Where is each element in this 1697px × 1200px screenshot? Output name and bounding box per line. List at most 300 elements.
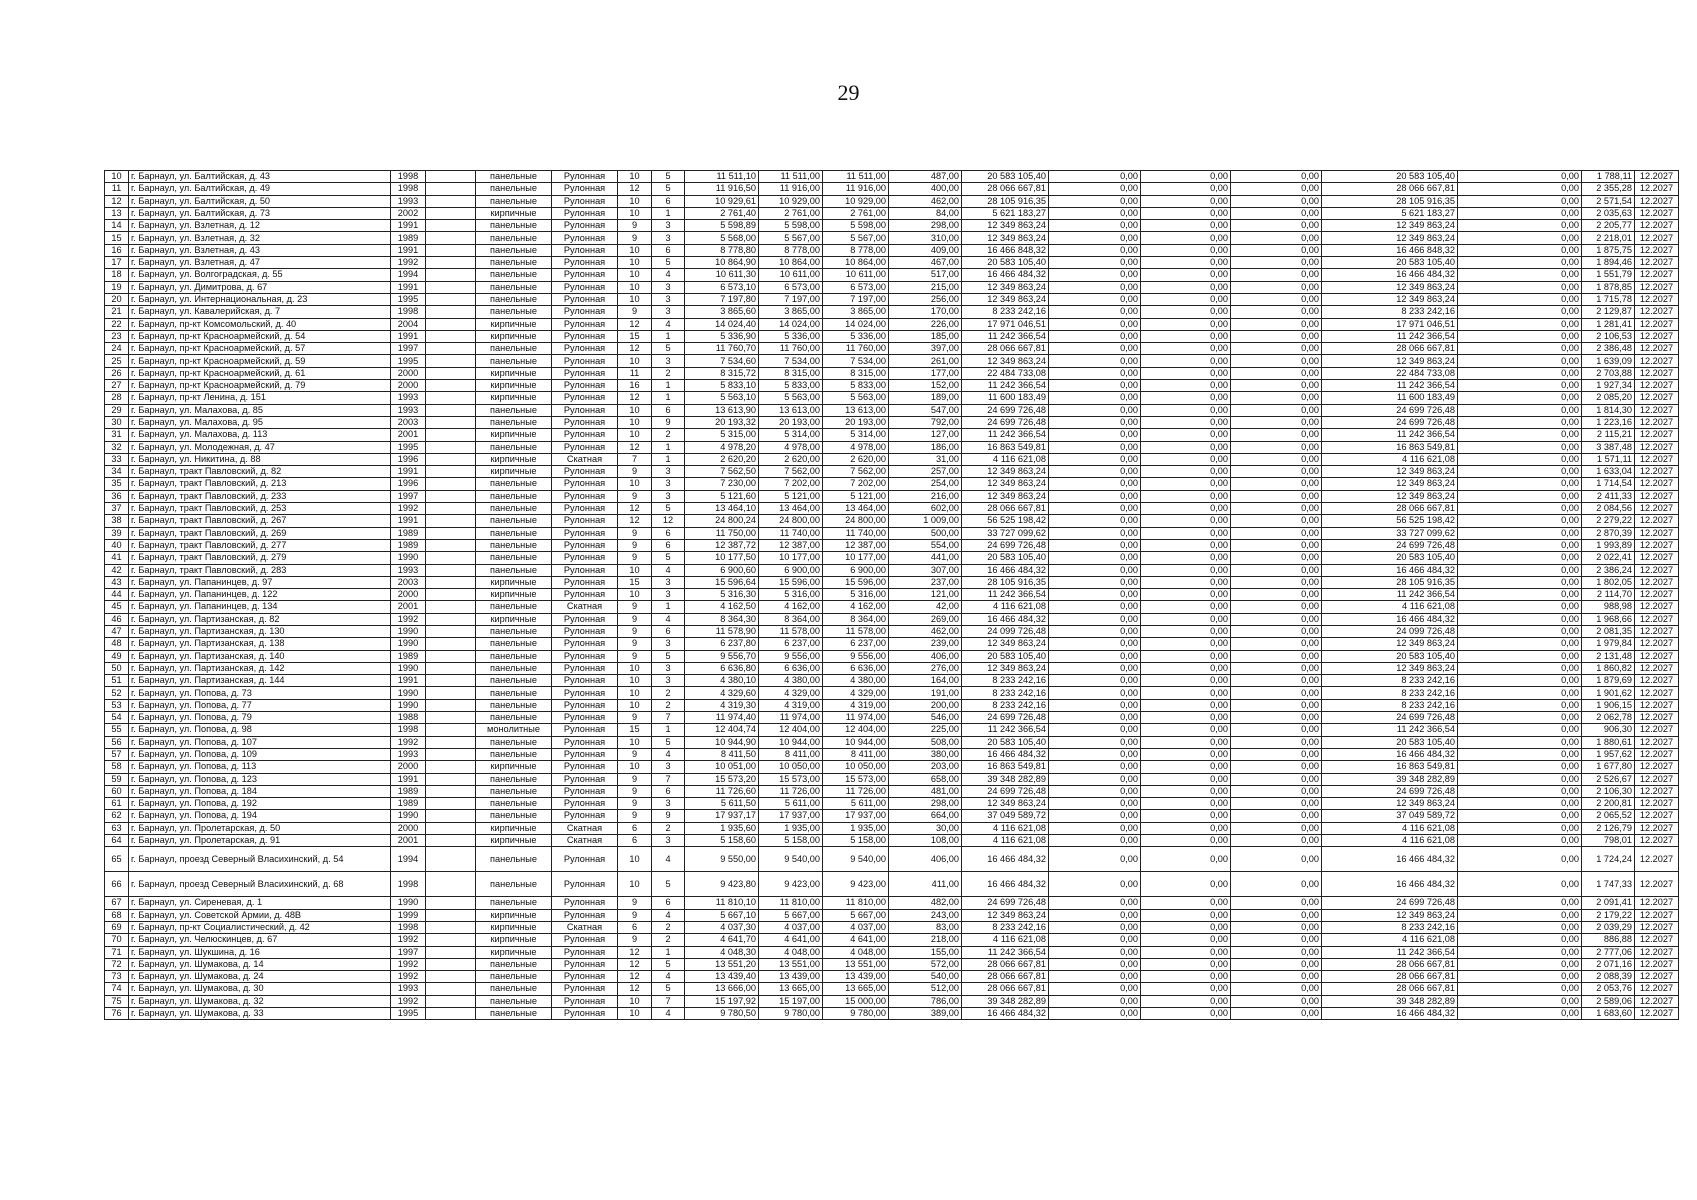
total-area-cell: 5 315,00 [685,429,759,441]
floors-cell: 11 [618,367,652,379]
empty-cell [426,269,476,281]
owner-funds-cell: 12 349 863,24 [1322,293,1458,305]
row-number: 44 [105,589,129,601]
wall-material-cell: панельные [476,798,552,810]
row-number: 33 [105,453,129,465]
owner-funds-cell: 5 621 183,27 [1322,207,1458,219]
residential-area-cell: 11 726,00 [823,785,889,797]
row-number: 50 [105,662,129,674]
other-funds-cell: 0,00 [1458,392,1582,404]
fund-cell: 0,00 [1049,675,1141,687]
fund-cell: 0,00 [1049,416,1141,428]
residential-area-cell: 5 667,00 [823,909,889,921]
unit-cost-cell: 1 633,04 [1582,466,1635,478]
table-row [105,343,1679,355]
fund-cell: 0,00 [1141,995,1231,1007]
owner-funds-cell: 16 466 484,32 [1322,847,1458,872]
deadline-cell: 12.2027 [1635,330,1679,342]
entrances-cell: 1 [652,601,685,613]
deadline-cell: 12.2027 [1635,416,1679,428]
other-funds-cell: 0,00 [1458,761,1582,773]
empty-cell [426,232,476,244]
fund-cell: 0,00 [1049,183,1141,195]
other-funds-cell: 0,00 [1458,343,1582,355]
area-cell: 5 611,00 [759,798,823,810]
fund-cell: 0,00 [1049,564,1141,576]
unit-cost-cell: 2 065,52 [1582,810,1635,822]
address-cell: г. Барнаул, ул. Попова, д. 98 [129,724,391,736]
address-cell: г. Барнаул, ул. Шукшина, д. 16 [129,946,391,958]
total-area-cell: 5 611,50 [685,798,759,810]
total-cost-cell: 24 099 726,48 [962,625,1049,637]
entrances-cell: 3 [652,662,685,674]
residential-area-cell: 14 024,00 [823,318,889,330]
total-area-cell: 5 598,89 [685,220,759,232]
empty-cell [426,810,476,822]
total-area-cell: 5 121,60 [685,490,759,502]
owner-funds-cell: 28 066 667,81 [1322,343,1458,355]
fund-cell: 0,00 [1141,650,1231,662]
total-cost-cell: 28 066 667,81 [962,983,1049,995]
empty-cell [426,429,476,441]
address-cell: г. Барнаул, пр-кт Комсомольский, д. 40 [129,318,391,330]
entrances-cell: 4 [652,748,685,760]
owner-funds-cell: 4 116 621,08 [1322,453,1458,465]
owner-funds-cell: 16 466 484,32 [1322,1008,1458,1020]
other-funds-cell: 0,00 [1458,662,1582,674]
total-cost-cell: 4 116 621,08 [962,822,1049,834]
table-row [105,527,1679,539]
empty-cell [426,257,476,269]
year-cell: 1989 [391,798,426,810]
owner-funds-cell: 17 971 046,51 [1322,318,1458,330]
area-cell: 7 202,00 [759,478,823,490]
wall-material-cell: панельные [476,416,552,428]
total-area-cell: 11 750,00 [685,527,759,539]
total-cost-cell: 22 484 733,08 [962,367,1049,379]
address-cell: г. Барнаул, проезд Северный Власихинский, д. 54 [129,847,391,872]
row-number: 48 [105,638,129,650]
residents-cell: 83,00 [889,921,962,933]
floors-cell: 9 [618,897,652,909]
total-cost-cell: 20 583 105,40 [962,552,1049,564]
fund-cell: 0,00 [1141,983,1231,995]
fund-cell: 0,00 [1049,515,1141,527]
fund-cell: 0,00 [1049,392,1141,404]
fund-cell: 0,00 [1231,958,1322,970]
roof-type-cell: Рулонная [552,724,618,736]
fund-cell: 0,00 [1231,306,1322,318]
other-funds-cell: 0,00 [1458,675,1582,687]
entrances-cell: 2 [652,429,685,441]
residents-cell: 108,00 [889,835,962,847]
total-cost-cell: 17 971 046,51 [962,318,1049,330]
floors-cell: 9 [618,232,652,244]
deadline-cell: 12.2027 [1635,995,1679,1007]
residents-cell: 482,00 [889,897,962,909]
fund-cell: 0,00 [1231,416,1322,428]
wall-material-cell: кирпичные [476,207,552,219]
year-cell: 1998 [391,306,426,318]
fund-cell: 0,00 [1231,589,1322,601]
table-row [105,318,1679,330]
other-funds-cell: 0,00 [1458,785,1582,797]
total-cost-cell: 12 349 863,24 [962,662,1049,674]
floors-cell: 12 [618,515,652,527]
empty-cell [426,171,476,183]
row-number: 36 [105,490,129,502]
roof-type-cell: Рулонная [552,429,618,441]
roof-type-cell: Рулонная [552,625,618,637]
fund-cell: 0,00 [1231,638,1322,650]
roof-type-cell: Скатная [552,921,618,933]
total-cost-cell: 4 116 621,08 [962,934,1049,946]
fund-cell: 0,00 [1231,527,1322,539]
address-cell: г. Барнаул, ул. Кавалерийская, д. 7 [129,306,391,318]
total-cost-cell: 39 348 282,89 [962,995,1049,1007]
other-funds-cell: 0,00 [1458,318,1582,330]
wall-material-cell: панельные [476,872,552,897]
empty-cell [426,503,476,515]
entrances-cell: 5 [652,183,685,195]
other-funds-cell: 0,00 [1458,257,1582,269]
area-cell: 9 423,00 [759,872,823,897]
residential-area-cell: 4 641,00 [823,934,889,946]
roof-type-cell: Рулонная [552,330,618,342]
address-cell: г. Барнаул, пр-кт Социалистический, д. 42 [129,921,391,933]
unit-cost-cell: 2 279,22 [1582,515,1635,527]
fund-cell: 0,00 [1231,318,1322,330]
fund-cell: 0,00 [1231,183,1322,195]
floors-cell: 10 [618,478,652,490]
fund-cell: 0,00 [1141,539,1231,551]
entrances-cell: 5 [652,503,685,515]
address-cell: г. Барнаул, тракт Павловский, д. 213 [129,478,391,490]
fund-cell: 0,00 [1231,847,1322,872]
fund-cell: 0,00 [1231,712,1322,724]
owner-funds-cell: 24 699 726,48 [1322,539,1458,551]
unit-cost-cell: 2 129,87 [1582,306,1635,318]
residents-cell: 517,00 [889,269,962,281]
area-cell: 11 974,00 [759,712,823,724]
roof-type-cell: Рулонная [552,958,618,970]
table-row [105,171,1679,183]
entrances-cell: 3 [652,798,685,810]
row-number: 62 [105,810,129,822]
entrances-cell: 1 [652,724,685,736]
fund-cell: 0,00 [1049,921,1141,933]
floors-cell: 10 [618,257,652,269]
fund-cell: 0,00 [1231,330,1322,342]
table-row [105,466,1679,478]
fund-cell: 0,00 [1231,171,1322,183]
row-number: 16 [105,244,129,256]
fund-cell: 0,00 [1231,503,1322,515]
wall-material-cell: панельные [476,503,552,515]
address-cell: г. Барнаул, ул. Шумакова, д. 24 [129,971,391,983]
floors-cell: 12 [618,503,652,515]
table-row [105,589,1679,601]
residential-area-cell: 8 778,00 [823,244,889,256]
area-cell: 7 534,00 [759,355,823,367]
unit-cost-cell: 2 106,53 [1582,330,1635,342]
unit-cost-cell: 2 386,48 [1582,343,1635,355]
entrances-cell: 5 [652,171,685,183]
residents-cell: 261,00 [889,355,962,367]
empty-cell [426,934,476,946]
year-cell: 2003 [391,416,426,428]
residential-area-cell: 11 578,00 [823,625,889,637]
wall-material-cell: панельные [476,983,552,995]
total-area-cell: 10 051,00 [685,761,759,773]
address-cell: г. Барнаул, ул. Попова, д. 123 [129,773,391,785]
entrances-cell: 6 [652,195,685,207]
area-cell: 6 900,00 [759,564,823,576]
empty-cell [426,527,476,539]
fund-cell: 0,00 [1049,909,1141,921]
other-funds-cell: 0,00 [1458,897,1582,909]
roof-type-cell: Рулонная [552,773,618,785]
deadline-cell: 12.2027 [1635,478,1679,490]
fund-cell: 0,00 [1231,380,1322,392]
address-cell: г. Барнаул, проезд Северный Власихинский, д. 68 [129,872,391,897]
deadline-cell: 12.2027 [1635,785,1679,797]
area-cell: 10 177,00 [759,552,823,564]
floors-cell: 6 [618,835,652,847]
unit-cost-cell: 2 131,48 [1582,650,1635,662]
fund-cell: 0,00 [1049,453,1141,465]
other-funds-cell: 0,00 [1458,798,1582,810]
deadline-cell: 12.2027 [1635,490,1679,502]
unit-cost-cell: 1 683,60 [1582,1008,1635,1020]
table-row [105,539,1679,551]
total-cost-cell: 16 466 484,32 [962,748,1049,760]
floors-cell: 9 [618,638,652,650]
table-row [105,207,1679,219]
other-funds-cell: 0,00 [1458,404,1582,416]
empty-cell [426,539,476,551]
roof-type-cell: Рулонная [552,872,618,897]
row-number: 26 [105,367,129,379]
area-cell: 5 314,00 [759,429,823,441]
entrances-cell: 1 [652,946,685,958]
row-number: 12 [105,195,129,207]
address-cell: г. Барнаул, ул. Интернациональная, д. 23 [129,293,391,305]
fund-cell: 0,00 [1141,503,1231,515]
floors-cell: 10 [618,429,652,441]
fund-cell: 0,00 [1049,281,1141,293]
residents-cell: 276,00 [889,662,962,674]
total-area-cell: 5 667,10 [685,909,759,921]
fund-cell: 0,00 [1231,269,1322,281]
fund-cell: 0,00 [1231,650,1322,662]
roof-type-cell: Рулонная [552,244,618,256]
wall-material-cell: панельные [476,441,552,453]
total-cost-cell: 8 233 242,16 [962,921,1049,933]
fund-cell: 0,00 [1049,355,1141,367]
deadline-cell: 12.2027 [1635,847,1679,872]
floors-cell: 15 [618,724,652,736]
unit-cost-cell: 1 724,24 [1582,847,1635,872]
row-number: 63 [105,822,129,834]
other-funds-cell: 0,00 [1458,748,1582,760]
year-cell: 1994 [391,269,426,281]
total-cost-cell: 24 699 726,48 [962,897,1049,909]
residential-area-cell: 8 315,00 [823,367,889,379]
total-area-cell: 4 037,30 [685,921,759,933]
residents-cell: 406,00 [889,847,962,872]
fund-cell: 0,00 [1049,958,1141,970]
area-cell: 17 937,00 [759,810,823,822]
row-number: 66 [105,872,129,897]
row-number: 69 [105,921,129,933]
other-funds-cell: 0,00 [1458,429,1582,441]
deadline-cell: 12.2027 [1635,601,1679,613]
entrances-cell: 9 [652,416,685,428]
residential-area-cell: 9 556,00 [823,650,889,662]
residents-cell: 30,00 [889,822,962,834]
empty-cell [426,613,476,625]
total-cost-cell: 28 066 667,81 [962,958,1049,970]
wall-material-cell: панельные [476,343,552,355]
wall-material-cell: кирпичные [476,909,552,921]
fund-cell: 0,00 [1141,576,1231,588]
wall-material-cell: панельные [476,490,552,502]
wall-material-cell: панельные [476,355,552,367]
unit-cost-cell: 1 993,89 [1582,539,1635,551]
wall-material-cell: панельные [476,527,552,539]
wall-material-cell: панельные [476,195,552,207]
address-cell: г. Барнаул, ул. Взлетная, д. 47 [129,257,391,269]
wall-material-cell: кирпичные [476,429,552,441]
deadline-cell: 12.2027 [1635,306,1679,318]
fund-cell: 0,00 [1141,934,1231,946]
empty-cell [426,662,476,674]
other-funds-cell: 0,00 [1458,822,1582,834]
wall-material-cell: кирпичные [476,589,552,601]
fund-cell: 0,00 [1141,380,1231,392]
address-cell: г. Барнаул, ул. Попова, д. 77 [129,699,391,711]
owner-funds-cell: 39 348 282,89 [1322,773,1458,785]
empty-cell [426,785,476,797]
fund-cell: 0,00 [1049,232,1141,244]
row-number: 34 [105,466,129,478]
other-funds-cell: 0,00 [1458,835,1582,847]
empty-cell [426,589,476,601]
area-cell: 5 567,00 [759,232,823,244]
residential-area-cell: 15 596,00 [823,576,889,588]
area-cell: 14 024,00 [759,318,823,330]
owner-funds-cell: 12 349 863,24 [1322,662,1458,674]
total-area-cell: 8 411,50 [685,748,759,760]
row-number: 46 [105,613,129,625]
empty-cell [426,183,476,195]
table-row [105,687,1679,699]
floors-cell: 9 [618,601,652,613]
year-cell: 1992 [391,613,426,625]
wall-material-cell: панельные [476,306,552,318]
year-cell: 1998 [391,921,426,933]
fund-cell: 0,00 [1049,897,1141,909]
total-area-cell: 10 864,90 [685,257,759,269]
area-cell: 4 162,00 [759,601,823,613]
wall-material-cell: панельные [476,662,552,674]
table-row [105,638,1679,650]
fund-cell: 0,00 [1231,207,1322,219]
roof-type-cell: Рулонная [552,785,618,797]
address-cell: г. Барнаул, ул. Сиреневая, д. 1 [129,897,391,909]
fund-cell: 0,00 [1231,810,1322,822]
total-cost-cell: 39 348 282,89 [962,773,1049,785]
deadline-cell: 12.2027 [1635,564,1679,576]
fund-cell: 0,00 [1231,971,1322,983]
empty-cell [426,699,476,711]
wall-material-cell: панельные [476,687,552,699]
total-cost-cell: 12 349 863,24 [962,638,1049,650]
unit-cost-cell: 2 039,29 [1582,921,1635,933]
roof-type-cell: Рулонная [552,897,618,909]
table-row [105,810,1679,822]
fund-cell: 0,00 [1231,934,1322,946]
residential-area-cell: 8 364,00 [823,613,889,625]
row-number: 10 [105,171,129,183]
total-cost-cell: 16 466 484,32 [962,269,1049,281]
fund-cell: 0,00 [1141,872,1231,897]
roof-type-cell: Рулонная [552,638,618,650]
address-cell: г. Барнаул, ул. Попова, д. 73 [129,687,391,699]
row-number: 55 [105,724,129,736]
owner-funds-cell: 16 466 484,32 [1322,872,1458,897]
other-funds-cell: 0,00 [1458,946,1582,958]
row-number: 11 [105,183,129,195]
residential-area-cell: 13 551,00 [823,958,889,970]
year-cell: 2000 [391,822,426,834]
area-cell: 2 620,00 [759,453,823,465]
housing-repair-table [104,170,1679,1020]
address-cell: г. Барнаул, ул. Малахова, д. 113 [129,429,391,441]
fund-cell: 0,00 [1231,244,1322,256]
roof-type-cell: Скатная [552,822,618,834]
address-cell: г. Барнаул, ул. Попова, д. 113 [129,761,391,773]
floors-cell: 10 [618,1008,652,1020]
unit-cost-cell: 2 114,70 [1582,589,1635,601]
total-area-cell: 7 562,50 [685,466,759,478]
empty-cell [426,306,476,318]
table-row [105,785,1679,797]
fund-cell: 0,00 [1141,207,1231,219]
table-row [105,773,1679,785]
residential-area-cell: 7 202,00 [823,478,889,490]
deadline-cell: 12.2027 [1635,281,1679,293]
fund-cell: 0,00 [1231,293,1322,305]
roof-type-cell: Скатная [552,601,618,613]
floors-cell: 10 [618,995,652,1007]
floors-cell: 12 [618,392,652,404]
wall-material-cell: панельные [476,971,552,983]
empty-cell [426,724,476,736]
deadline-cell: 12.2027 [1635,429,1679,441]
total-cost-cell: 16 466 484,32 [962,564,1049,576]
row-number: 65 [105,847,129,872]
residential-area-cell: 20 193,00 [823,416,889,428]
address-cell: г. Барнаул, тракт Павловский, д. 283 [129,564,391,576]
year-cell: 2000 [391,761,426,773]
entrances-cell: 3 [652,306,685,318]
entrances-cell: 6 [652,785,685,797]
fund-cell: 0,00 [1049,404,1141,416]
residents-cell: 257,00 [889,466,962,478]
deadline-cell: 12.2027 [1635,971,1679,983]
